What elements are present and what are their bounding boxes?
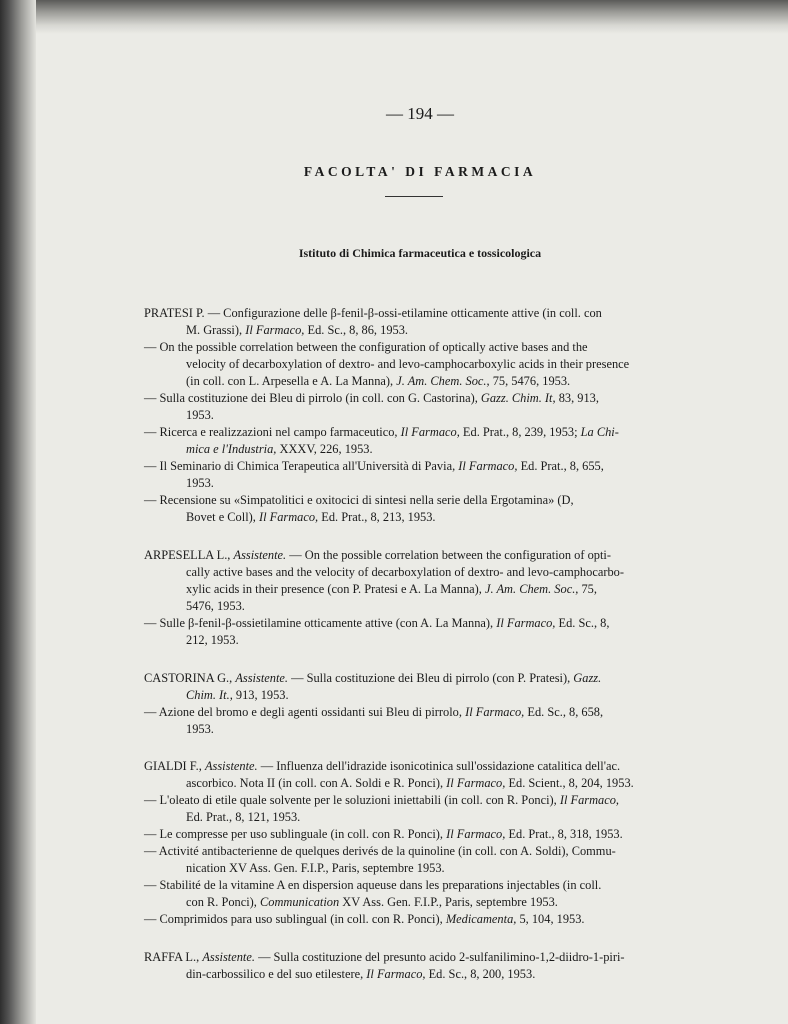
author-role: Assistente. [202, 950, 255, 964]
text: Ed. Prat., 8, 318, 1953. [505, 827, 623, 841]
text: xylic acids in their presence (con P. Pratesi e A. La Manna), [186, 582, 486, 596]
text: — Le compresse per uso sublinguale (in coll. con R. Ponci), [144, 827, 447, 841]
text: — Sulla costituzione del presunto acido 2-sulfanilimino-1,2-diidro-1-piri- [254, 950, 625, 964]
text: — Comprimidos para uso sublingual (in coll. con R. Ponci), [144, 912, 446, 926]
text: Ed. Prat., 8, 213, 1953. [318, 510, 436, 524]
text: — Sulle β-fenil-β-ossietilamine otticamente attive (con A. La Manna), [144, 616, 497, 630]
journal-title: Il Farmaco, [496, 616, 556, 630]
journal-title: Il Farmaco, [458, 459, 518, 473]
pratesi-line-5 [186, 373, 570, 390]
journal-title: Il Farmaco, [446, 776, 506, 790]
pratesi-line-6 [144, 390, 599, 407]
gialdi-line-7: nication XV Ass. Gen. F.I.P., Paris, septembre 1953. [186, 861, 445, 875]
castorina-line-2 [186, 687, 289, 704]
journal-title: Il Farmaco, [366, 967, 426, 981]
journal-title: Chim. It., [186, 688, 233, 702]
scan-shadow-top [36, 0, 788, 34]
text: 75, [578, 582, 597, 596]
pratesi-line-10 [144, 458, 604, 475]
castorina-line-1 [144, 670, 601, 687]
text: — Il Seminario di Chimica Terapeutica all'Università di Pavia, [144, 459, 459, 473]
journal-title: Il Farmaco, [400, 425, 460, 439]
gialdi-line-10 [144, 911, 585, 928]
pratesi-line-4: velocity of decarboxylation of dextro- and levo-camphocarboxylic acids in their presence [186, 357, 630, 371]
raffa-line-1 [144, 949, 625, 966]
gialdi-line-5 [144, 826, 623, 843]
journal-title: mica e l'Industria, [186, 442, 277, 456]
gialdi-line-9 [186, 894, 558, 911]
journal-title: Medicamenta, [445, 912, 517, 926]
author-name: RAFFA L., [144, 950, 203, 964]
journal-title: J. Am. Chem. Soc., [485, 582, 579, 596]
text: — Sulla costituzione dei Bleu di pirrolo (con P. Pratesi), [288, 671, 574, 685]
gialdi-line-4: Ed. Prat., 8, 121, 1953. [186, 810, 301, 824]
institute-heading: Istituto di Chimica farmaceutica e tossicologica [298, 246, 542, 260]
text: con R. Ponci), [186, 895, 260, 909]
faculty-title: FACOLTA' DI FARMACIA [303, 164, 537, 179]
arpesella-line-5 [144, 615, 609, 632]
journal-title: Gazz. Chim. It, [480, 391, 556, 405]
text: XXXV, 226, 1953. [276, 442, 373, 456]
pratesi-line-3: — On the possible correlation between the configuration of optically active bases and the [144, 340, 588, 354]
journal-title: Il Farmaco, [559, 793, 620, 807]
journal-title: La Chi- [580, 425, 619, 439]
pratesi-line-8 [144, 424, 619, 441]
text: ascorbico. Nota II (in coll. con A. Soldi e R. Ponci), [186, 776, 447, 790]
pratesi-line-11: 1953. [186, 476, 214, 490]
gialdi-line-3 [144, 792, 619, 809]
author-role: Assistente. [235, 671, 288, 685]
castorina-line-4: 1953. [186, 722, 214, 736]
text: — Ricerca e realizzazioni nel campo farmaceutico, [144, 425, 401, 439]
pratesi-line-9 [186, 441, 373, 458]
arpesella-line-4: 5476, 1953. [186, 599, 245, 613]
text: Ed. Sc., 8, 658, [524, 705, 604, 719]
text: Ed. Sc., 8, 200, 1953. [425, 967, 536, 981]
author-name: ARPESELLA L., [144, 548, 234, 562]
text: 75, 5476, 1953. [489, 374, 571, 388]
journal-title: Il Farmaco, [465, 705, 525, 719]
text: — Influenza dell'idrazide isonicotinica sull'ossidazione catalitica dell'ac. [257, 759, 621, 773]
author-role: Assistente. [204, 759, 258, 773]
text: M. Grassi), [186, 323, 246, 337]
text: Ed. Scient., 8, 204, 1953. [505, 776, 634, 790]
journal-title: J. Am. Chem. Soc., [396, 374, 490, 388]
pratesi-line-2 [186, 322, 408, 339]
author-role: Assistente. [233, 548, 287, 562]
arpesella-line-6: 212, 1953. [186, 633, 239, 647]
arpesella-line-2: cally active bases and the velocity of decarboxylation of dextro- and levo-camphocarbo- [186, 565, 624, 579]
castorina-line-3 [144, 704, 603, 721]
title-divider [385, 196, 443, 197]
gialdi-line-1 [144, 758, 620, 775]
pratesi-line-7: 1953. [186, 408, 214, 422]
gialdi-line-2 [186, 775, 634, 792]
text: XV Ass. Gen. F.I.P., Paris, septembre 1953. [339, 895, 558, 909]
text: Ed. Prat., 8, 655, [517, 459, 604, 473]
text: — On the possible correlation between the configuration of opti- [286, 548, 611, 562]
text: Ed. Sc., 8, [555, 616, 610, 630]
gialdi-line-8: — Stabilité de la vitamine A en dispersion aqueuse dans les preparations injectables (in coll. [144, 878, 602, 892]
text: 83, 913, [555, 391, 599, 405]
page-number: — 194 — [386, 104, 454, 123]
text: (in coll. con L. Arpesella e A. La Manna), [186, 374, 397, 388]
journal-title: Communication [260, 895, 340, 909]
author-name: CASTORINA G., [144, 671, 236, 685]
text: Ed. Prat., 8, 239, 1953; [459, 425, 581, 439]
pratesi-line-1: PRATESI P. — Configurazione delle β-fenil-β-ossi-etilamine otticamente attive (in coll. con [144, 306, 602, 320]
journal-title: Il Farmaco, [258, 510, 319, 524]
journal-title: Il Farmaco, [446, 827, 506, 841]
text: 913, 1953. [232, 688, 289, 702]
gialdi-line-6: — Activité antibacterienne de quelques derivés de la quinoline (in coll. con A. Soldi), Commu- [144, 844, 616, 858]
text: — Sulla costituzione dei Bleu di pirrolo (in coll. con G. Castorina), [144, 391, 481, 405]
pratesi-line-13 [186, 509, 436, 526]
author-name: GIALDI F., [144, 759, 205, 773]
text: Ed. Sc., 8, 86, 1953. [304, 323, 409, 337]
journal-title: Gazz. [573, 671, 602, 685]
arpesella-line-1 [144, 547, 611, 564]
journal-title: Il Farmaco, [245, 323, 305, 337]
text: Bovet e Coll), [186, 510, 259, 524]
text: 5, 104, 1953. [516, 912, 585, 926]
scan-shadow-left [0, 0, 36, 1024]
text: din-carbossilico e del suo etilestere, [186, 967, 367, 981]
raffa-line-2 [186, 966, 535, 983]
text: — L'oleato di etile quale solvente per le soluzioni iniettabili (in coll. con R. Ponci), [144, 793, 560, 807]
text: — Azione del bromo e degli agenti ossidanti sui Bleu di pirrolo, [144, 705, 466, 719]
pratesi-line-12: — Recensione su «Simpatolitici e oxitocici di sintesi nella serie della Ergotamina» (D, [144, 493, 574, 507]
arpesella-line-3 [186, 581, 597, 598]
